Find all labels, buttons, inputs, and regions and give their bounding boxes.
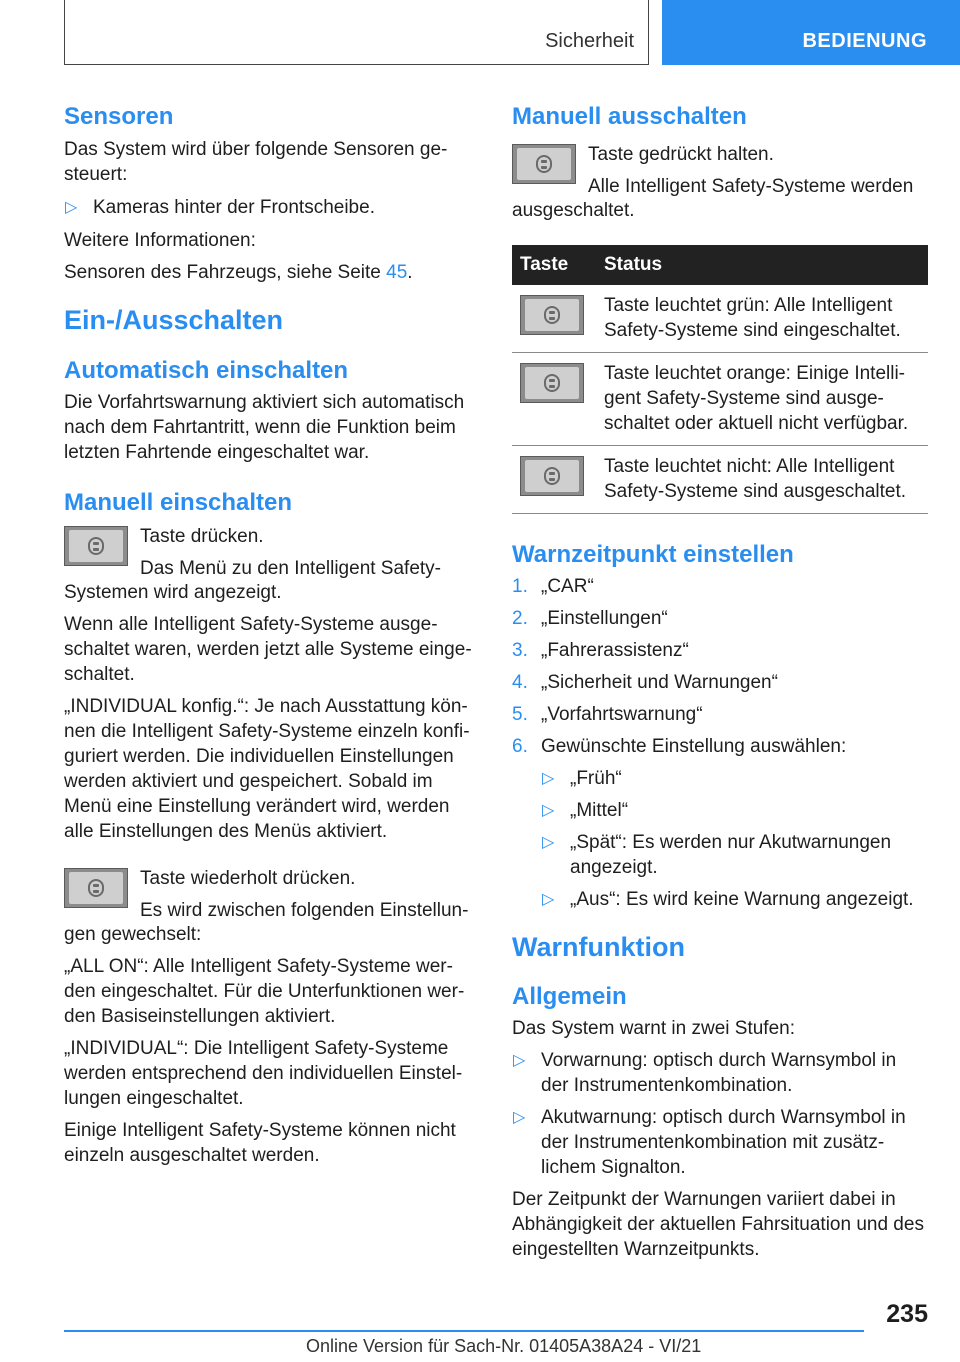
intelligent-safety-icon [536, 155, 552, 173]
menu-shown-text-1: Das Menü zu den Intelligent Safety- [140, 558, 442, 579]
list-item: 2. „Einstellungen“ [512, 608, 668, 629]
option-spaet: ▷ „Spät“: Es werden nur Akutwarnungen angezeigt. [541, 830, 928, 880]
page-link-45[interactable]: 45 [386, 262, 408, 283]
header-section-title: Sicherheit [545, 30, 634, 52]
safety-button-3 [512, 144, 576, 184]
intelligent-safety-icon [544, 467, 560, 485]
left-column [64, 100, 476, 1168]
status-off-text: Taste leuchtet nicht: Alle Intelligent Safety-Systeme sind ausgeschaltet. [596, 446, 928, 514]
sensor-ref-prefix: Sensoren des Fahrzeugs, siehe Seite [64, 262, 387, 283]
intelligent-safety-icon [88, 879, 104, 897]
auto-on-heading: Automatisch einschalten [64, 357, 349, 384]
intelligent-safety-icon [544, 306, 560, 324]
intelligent-safety-icon [544, 374, 560, 392]
table-row [512, 446, 928, 514]
manual-on-button-block [64, 524, 476, 581]
press-again-text: Taste wiederholt drücken. [140, 868, 356, 889]
switch-between-text-2: gen gewechselt: [64, 924, 202, 945]
status-table-header [512, 245, 928, 285]
col-status: Status [596, 245, 928, 285]
list-item: 4. „Sicherheit und Warnungen“ [512, 672, 778, 693]
table-row [512, 353, 928, 446]
table-row [512, 285, 928, 353]
stage-prewarning: ▷ Vorwarnung: optisch durch Warnsymbol in der Instrumentenkombination. [512, 1048, 928, 1098]
all-off-text: Wenn alle Intelligent Safety-Systeme ausge-schaltet waren, werden jetzt alle Systeme einge-schaltet. [64, 614, 472, 685]
col-taste: Taste [512, 245, 596, 285]
option-aus: ▷ „Aus“: Es wird keine Warnung angezeigt. [541, 887, 928, 912]
manual-off-heading: Manuell ausschalten [512, 103, 747, 130]
switch-between-text-1: Es wird zwischen folgenden Einstellun- [140, 900, 469, 921]
footer-online-version: Online Version für Sach-Nr. 01405A38A24 - VI/21 [306, 1336, 702, 1356]
sensor-ref-suffix: . [407, 262, 413, 283]
some-systems-text: Einige Intelligent Safety-Systeme können nicht einzeln ausgeschaltet werden. [64, 1120, 456, 1166]
sensoren-bullet: ▷ Kameras hinter der Frontscheibe. [64, 195, 476, 220]
individual-text: „INDIVIDUAL“: Die Intelligent Safety-Systeme werden entsprechend den individuellen Einstel-lungen eingeschaltet. [64, 1038, 463, 1109]
list-item: 1. „CAR“ [512, 576, 594, 597]
press-again-button-block [64, 866, 476, 923]
einaus-heading: Ein-/Ausschalten [64, 305, 284, 335]
status-green-text: Taste leuchtet grün: Alle Intelligent Safety-Systeme sind eingeschaltet. [596, 285, 928, 353]
right-column [512, 100, 928, 1262]
safety-button-orange [520, 363, 584, 403]
manual-off-button-block [512, 142, 928, 199]
sensoren-text: Das System wird über folgende Sensoren ge-steuert: [64, 139, 448, 185]
page-number: 235 [886, 1300, 928, 1328]
sensoren-heading: Sensoren [64, 103, 174, 130]
list-item: 3. „Fahrerassistenz“ [512, 640, 689, 661]
list-item: 5. „Vorfahrtswarnung“ [512, 704, 703, 725]
option-mittel: ▷ „Mittel“ [541, 798, 928, 823]
steps-list [512, 574, 928, 759]
footer-divider [64, 1330, 864, 1332]
header-chapter-tab [662, 0, 960, 65]
status-orange-text: Taste leuchtet orange: Einige Intelli-gent Safety-Systeme sind ausge-schaltet oder aktuell nicht verfügbar. [596, 353, 928, 446]
allgemein-heading: Allgemein [512, 983, 627, 1010]
more-info-text: Weitere Informationen: [64, 230, 256, 251]
safety-button-2 [64, 868, 128, 908]
safety-button-green [520, 295, 584, 335]
all-off-text-2: ausgeschaltet. [512, 200, 635, 221]
intelligent-safety-icon [88, 537, 104, 555]
safety-button [64, 526, 128, 566]
press-button-text: Taste drücken. [140, 526, 264, 547]
auto-on-text: Die Vorfahrtswarnung aktiviert sich automatisch nach dem Fahrtantritt, wenn die Funktion beim letzten Fahrtende eingeschaltet war. [64, 392, 465, 463]
two-stages-text: Das System warnt in zwei Stufen: [512, 1018, 795, 1039]
warnzeit-heading: Warnzeitpunkt einstellen [512, 541, 794, 568]
all-off-text-1: Alle Intelligent Safety-Systeme werden [588, 176, 914, 197]
status-table [512, 245, 928, 514]
safety-button-off [520, 456, 584, 496]
sensor-reference [64, 260, 476, 285]
all-on-text: „ALL ON“: Alle Intelligent Safety-Systeme wer-den eingeschaltet. Für die Unterfunktionen wer-den Basiseinstellungen aktiviert. [64, 956, 465, 1027]
stage-acute-warning: ▷ Akutwarnung: optisch durch Warnsymbol in der Instrumentenkombination mit zusätz-lichem Signalton. [512, 1105, 928, 1180]
header-chapter-label: BEDIENUNG [802, 30, 927, 52]
header-section-box [64, 0, 649, 65]
manual-on-heading: Manuell einschalten [64, 489, 293, 516]
option-frueh: ▷ „Früh“ [541, 766, 928, 791]
menu-shown-text-2: Systemen wird angezeigt. [64, 582, 282, 603]
list-item: 6. Gewünschte Einstellung auswählen: [512, 736, 847, 757]
hold-button-text: Taste gedrückt halten. [588, 144, 774, 165]
timing-text: Der Zeitpunkt der Warnungen variiert dabei in Abhängigkeit der aktuellen Fahrsituation und des eingestellten Warnzeitpunkts. [512, 1189, 924, 1260]
individual-config-text: „INDIVIDUAL konfig.“: Je nach Ausstattung kön-nen die Intelligent Safety-Systeme einzeln konfi-guriert werden. Die individuellen Einstellungen werden aktiviert und gespeichert. Sobald im Menü eine Einstellung verändert wird, werden alle Einstellungen des Menüs aktiviert. [64, 696, 470, 842]
warnfunktion-heading: Warnfunktion [512, 932, 685, 962]
